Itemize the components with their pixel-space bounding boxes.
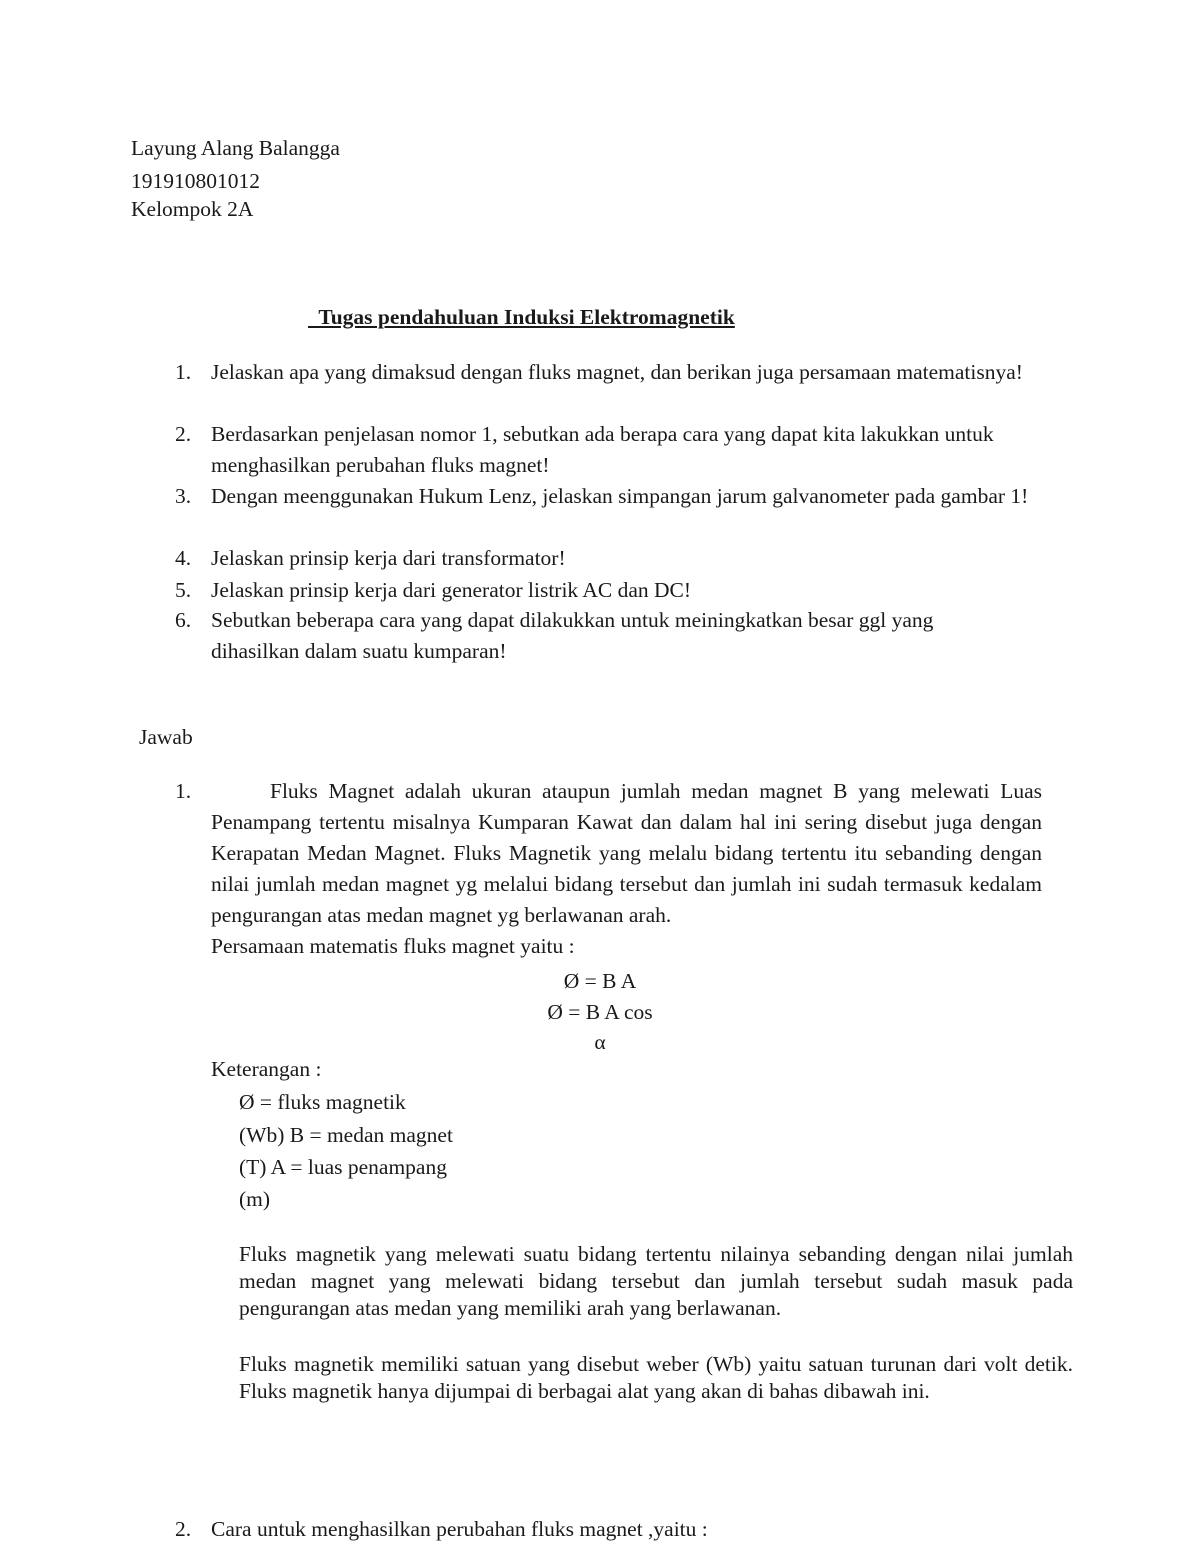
answer-paragraph-last-line: Persamaan matematis fluks magnet yaitu : xyxy=(211,934,575,958)
question-number: 4. xyxy=(175,546,192,570)
unit-paragraph: Fluks magnetik memiliki satuan yang disebut weber (Wb) yaitu satuan turunan dari volt detik. Fluks magnetik hanya dijumpai di berbagai alat yang akan di bahas dibawah ini. xyxy=(239,1352,1073,1403)
question-text: Sebutkan beberapa cara yang dapat dilakukkan untuk meiningkatkan besar ggl yang dihasilkan dalam suatu kumparan! xyxy=(211,608,934,663)
answer-number: 2. xyxy=(175,1517,192,1541)
answer-text: Cara untuk menghasilkan perubahan fluks magnet ,yaitu : xyxy=(211,1517,708,1541)
document-title: Tugas pendahuluan Induksi Elektromagnetik xyxy=(308,305,735,329)
question-text: Jelaskan prinsip kerja dari transformator! xyxy=(211,546,566,570)
answer-heading: Jawab xyxy=(139,725,193,749)
question-number: 5. xyxy=(175,578,192,602)
question-number: 3. xyxy=(175,484,192,508)
question-number: 2. xyxy=(175,422,192,446)
question-text: Dengan meenggunakan Hukum Lenz, jelaskan simpangan jarum galvanometer pada gambar 1! xyxy=(211,484,1029,508)
question-number: 6. xyxy=(175,608,192,632)
formula-flux-cos: Ø = B A cos xyxy=(547,1000,653,1024)
group-label: Kelompok 2A xyxy=(131,197,254,221)
student-name: Layung Alang Balangga xyxy=(131,136,340,160)
formula-alpha: α xyxy=(594,1030,606,1054)
answer-paragraph-text: Fluks Magnet adalah ukuran ataupun jumlah medan magnet B yang melewati Luas Penampang tertentu misalnya Kumparan Kawat dan dalam hal ini sering disebut juga dengan Kerapatan Medan Magnet. Fluks Magnetik yang melalu bidang tertentu itu sebanding dengan nilai jumlah medan magnet yg melalui bidang tersebut dan jumlah ini sudah termasuk kedalam pengurangan atas medan magnet yg berlawanan arah. xyxy=(211,779,1042,927)
question-text: Jelaskan apa yang dimaksud dengan fluks magnet, dan berikan juga persamaan matematisnya! xyxy=(211,360,1023,384)
student-id: 191910801012 xyxy=(131,169,260,193)
answer-paragraph xyxy=(211,776,1042,962)
keterangan-item: Ø = fluks magnetik xyxy=(239,1090,406,1114)
question-text: Jelaskan prinsip kerja dari generator listrik AC dan DC! xyxy=(211,578,692,602)
explanation-paragraph: Fluks magnetik yang melewati suatu bidang tertentu nilainya sebanding dengan nilai jumlah medan magnet yang melewati bidang tersebut dan jumlah tersebut sudah masuk pada pengurangan atas medan yang memiliki arah yang berlawanan. xyxy=(239,1242,1073,1320)
keterangan-label: Keterangan : xyxy=(211,1057,322,1081)
keterangan-item: (T) A = luas penampang xyxy=(239,1155,447,1179)
question-number: 1. xyxy=(175,360,192,384)
keterangan-item: (m) xyxy=(239,1187,271,1211)
keterangan-item: (Wb) B = medan magnet xyxy=(239,1123,453,1147)
formula-flux: Ø = B A xyxy=(563,969,637,993)
answer-number: 1. xyxy=(175,779,192,803)
question-text: Berdasarkan penjelasan nomor 1, sebutkan ada berapa cara yang dapat kita lakukkan untuk menghasilkan perubahan fluks magnet! xyxy=(211,422,994,477)
